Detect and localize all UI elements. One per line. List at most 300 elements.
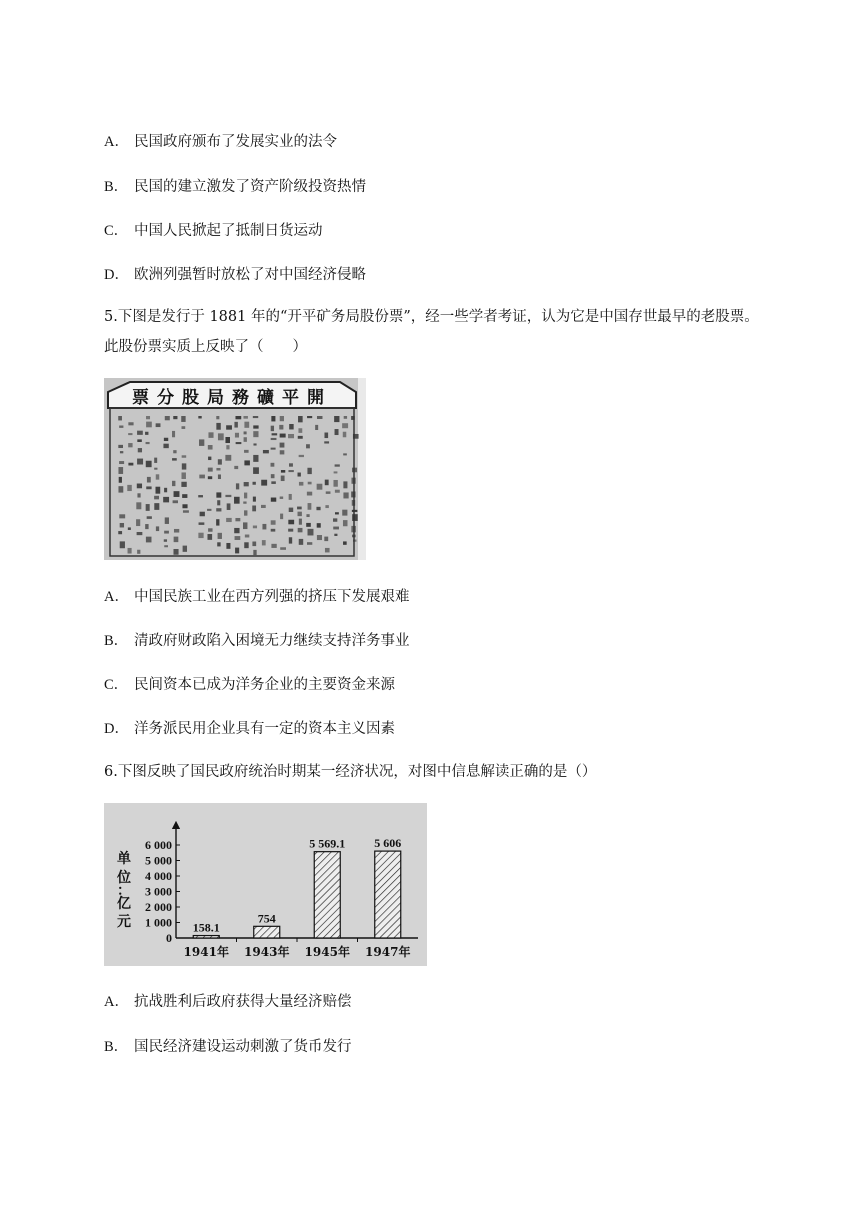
handwriting-stroke bbox=[243, 501, 246, 503]
handwriting-stroke bbox=[136, 519, 140, 526]
handwriting-stroke bbox=[342, 510, 347, 516]
handwriting-stroke bbox=[244, 542, 248, 548]
handwriting-stroke bbox=[174, 491, 180, 497]
handwriting-stroke bbox=[137, 459, 143, 465]
handwriting-stroke bbox=[173, 549, 178, 555]
handwriting-stroke bbox=[164, 531, 169, 534]
handwriting-stroke bbox=[181, 482, 186, 487]
bar bbox=[254, 926, 280, 938]
handwriting-stroke bbox=[271, 426, 274, 431]
data-label: 754 bbox=[257, 911, 276, 926]
q5-stem: 5.下图是发行于 1881 年的“开平矿务局股份票”，经一些学者考证，认为它是中国存世最早的老股票。此股份票实质上反映了（ ） bbox=[104, 309, 759, 355]
handwriting-stroke bbox=[172, 458, 177, 460]
handwriting-stroke bbox=[253, 425, 258, 428]
handwriting-stroke bbox=[335, 464, 340, 466]
handwriting-stroke bbox=[271, 448, 276, 450]
handwriting-stroke bbox=[216, 519, 219, 525]
handwriting-stroke bbox=[208, 445, 213, 450]
stock-certificate-image bbox=[104, 378, 366, 560]
handwriting-stroke bbox=[289, 494, 292, 500]
handwriting-stroke bbox=[235, 416, 241, 419]
handwriting-stroke bbox=[216, 508, 221, 511]
handwriting-stroke bbox=[120, 541, 125, 548]
option-letter: D． bbox=[104, 721, 129, 737]
q6-option-b bbox=[104, 1035, 352, 1056]
handwriting-stroke bbox=[199, 475, 205, 479]
handwriting-stroke bbox=[208, 528, 212, 531]
handwriting-stroke bbox=[119, 425, 123, 427]
handwriting-stroke bbox=[156, 487, 161, 494]
handwriting-stroke bbox=[298, 436, 303, 439]
handwriting-stroke bbox=[352, 535, 356, 538]
handwriting-stroke bbox=[217, 500, 220, 505]
handwriting-stroke bbox=[198, 495, 203, 497]
handwriting-stroke bbox=[271, 529, 276, 532]
handwriting-stroke bbox=[118, 445, 123, 448]
handwriting-stroke bbox=[334, 534, 337, 536]
handwriting-stroke bbox=[324, 441, 329, 443]
handwriting-stroke bbox=[343, 541, 347, 544]
bar bbox=[193, 936, 219, 938]
handwriting-stroke bbox=[154, 458, 157, 463]
handwriting-stroke bbox=[252, 542, 256, 547]
handwriting-stroke bbox=[164, 488, 167, 492]
handwriting-stroke bbox=[352, 500, 355, 506]
option-text: 国民经济建设运动刺激了货币发行 bbox=[134, 1039, 352, 1055]
handwriting-stroke bbox=[146, 422, 152, 428]
data-label: 158.1 bbox=[192, 920, 220, 935]
handwriting-stroke bbox=[244, 510, 247, 515]
handwriting-stroke bbox=[244, 422, 249, 428]
handwriting-stroke bbox=[173, 450, 176, 453]
handwriting-stroke bbox=[279, 425, 283, 430]
handwriting-stroke bbox=[207, 509, 211, 511]
handwriting-stroke bbox=[299, 539, 303, 545]
handwriting-stroke bbox=[226, 518, 232, 522]
q5-option-d bbox=[104, 717, 395, 738]
handwriting-stroke bbox=[244, 482, 249, 486]
handwriting-stroke bbox=[243, 416, 247, 419]
handwriting-stroke bbox=[216, 468, 220, 471]
handwriting-stroke bbox=[119, 461, 124, 464]
handwriting-stroke bbox=[343, 453, 347, 455]
handwriting-stroke bbox=[325, 548, 330, 552]
handwriting-stroke bbox=[145, 524, 148, 529]
handwriting-stroke bbox=[199, 522, 205, 524]
handwriting-stroke bbox=[164, 438, 168, 441]
y-tick-label: 2 000 bbox=[145, 900, 172, 914]
handwriting-stroke bbox=[127, 485, 131, 491]
handwriting-stroke bbox=[299, 482, 303, 486]
handwriting-stroke bbox=[235, 433, 239, 438]
handwriting-stroke bbox=[128, 443, 132, 447]
handwriting-stroke bbox=[334, 416, 339, 422]
option-letter: A． bbox=[104, 589, 129, 605]
handwriting-stroke bbox=[352, 510, 357, 512]
handwriting-stroke bbox=[174, 529, 179, 533]
handwriting-stroke bbox=[298, 416, 303, 422]
handwriting-stroke bbox=[351, 526, 356, 532]
handwriting-stroke bbox=[128, 548, 132, 554]
handwriting-stroke bbox=[315, 425, 318, 430]
handwriting-stroke bbox=[252, 505, 256, 511]
handwriting-stroke bbox=[156, 474, 160, 479]
handwriting-stroke bbox=[137, 550, 140, 554]
bar bbox=[375, 851, 401, 938]
handwriting-stroke bbox=[343, 520, 348, 526]
option-letter: B． bbox=[104, 1039, 129, 1055]
handwriting-stroke bbox=[128, 433, 132, 435]
handwriting-stroke bbox=[235, 536, 241, 540]
handwriting-stroke bbox=[173, 500, 178, 503]
handwriting-stroke bbox=[154, 496, 159, 500]
q5-option-c bbox=[104, 673, 395, 694]
handwriting-stroke bbox=[289, 463, 293, 466]
certificate-title: 票分股局務礦平開 bbox=[132, 388, 332, 408]
handwriting-stroke bbox=[325, 480, 329, 486]
handwriting-stroke bbox=[183, 546, 187, 552]
handwriting-stroke bbox=[307, 468, 311, 474]
handwriting-stroke bbox=[333, 527, 339, 530]
handwriting-stroke bbox=[147, 477, 151, 483]
handwriting-stroke bbox=[182, 504, 187, 508]
handwriting-stroke bbox=[146, 442, 150, 444]
handwriting-stroke bbox=[271, 544, 276, 548]
option-text: 中国民族工业在西方列强的挤压下发展艰难 bbox=[134, 589, 410, 605]
handwriting-stroke bbox=[146, 416, 150, 419]
handwriting-stroke bbox=[236, 483, 239, 489]
option-text: 洋务派民用企业具有一定的资本主义因素 bbox=[134, 721, 395, 737]
y-tick-label: 1 000 bbox=[145, 915, 172, 930]
handwriting-stroke bbox=[182, 463, 187, 469]
handwriting-stroke bbox=[118, 416, 122, 420]
handwriting-stroke bbox=[163, 444, 168, 448]
handwriting-stroke bbox=[308, 503, 312, 510]
handwriting-stroke bbox=[280, 547, 286, 550]
handwriting-stroke bbox=[156, 526, 159, 531]
handwriting-stroke bbox=[288, 434, 294, 438]
y-axis-label-char: ： bbox=[117, 883, 131, 899]
handwriting-stroke bbox=[307, 416, 312, 418]
y-axis-label-char: 元 bbox=[117, 914, 131, 930]
data-label: 5 606 bbox=[374, 836, 402, 851]
handwriting-stroke bbox=[147, 516, 152, 519]
handwriting-stroke bbox=[182, 494, 187, 498]
handwriting-stroke bbox=[245, 535, 249, 538]
handwriting-stroke bbox=[120, 451, 123, 453]
handwriting-stroke bbox=[280, 443, 285, 448]
option-text: 民国的建立激发了资产阶级投资热情 bbox=[134, 179, 366, 195]
handwriting-stroke bbox=[216, 423, 220, 430]
handwriting-stroke bbox=[334, 471, 338, 473]
handwriting-stroke bbox=[146, 461, 152, 467]
handwriting-stroke bbox=[298, 473, 301, 477]
handwriting-stroke bbox=[234, 528, 239, 533]
handwriting-stroke bbox=[146, 537, 152, 543]
data-label: 5 569.1 bbox=[309, 836, 346, 851]
handwriting-stroke bbox=[236, 442, 242, 444]
q6-option-a bbox=[104, 990, 352, 1011]
q4-option-a bbox=[104, 130, 337, 151]
option-letter: C． bbox=[104, 677, 129, 693]
handwriting-stroke bbox=[335, 512, 339, 514]
handwriting-stroke bbox=[262, 540, 266, 545]
handwriting-stroke bbox=[128, 527, 131, 530]
handwriting-stroke bbox=[208, 432, 213, 438]
handwriting-stroke bbox=[289, 424, 293, 429]
handwriting-stroke bbox=[118, 467, 123, 474]
handwriting-stroke bbox=[253, 526, 257, 529]
handwriting-stroke bbox=[299, 519, 302, 525]
handwriting-stroke bbox=[280, 514, 283, 520]
bar-chart-svg bbox=[104, 803, 427, 966]
handwriting-stroke bbox=[289, 537, 292, 543]
handwriting-stroke bbox=[218, 459, 222, 464]
handwriting-stroke bbox=[216, 416, 219, 419]
handwriting-stroke bbox=[154, 468, 157, 470]
handwriting-stroke bbox=[253, 550, 256, 555]
handwriting-stroke bbox=[226, 445, 229, 449]
handwriting-stroke bbox=[118, 531, 122, 534]
handwriting-stroke bbox=[271, 463, 275, 467]
handwriting-stroke bbox=[137, 431, 143, 435]
handwriting-stroke bbox=[244, 431, 247, 434]
handwriting-stroke bbox=[234, 422, 237, 428]
handwriting-stroke bbox=[335, 490, 340, 493]
handwriting-stroke bbox=[154, 503, 159, 510]
handwriting-stroke bbox=[128, 422, 133, 425]
handwriting-stroke bbox=[324, 537, 328, 542]
handwriting-stroke bbox=[218, 474, 221, 479]
handwriting-stroke bbox=[353, 434, 359, 439]
handwriting-stroke bbox=[343, 492, 348, 498]
handwriting-stroke bbox=[253, 482, 256, 485]
handwriting-stroke bbox=[173, 416, 177, 419]
option-letter: A． bbox=[104, 994, 129, 1010]
q4-option-c bbox=[104, 219, 323, 240]
handwriting-stroke bbox=[306, 523, 311, 527]
x-tick-label: 1947年 bbox=[365, 945, 411, 959]
handwriting-stroke bbox=[181, 416, 185, 422]
handwriting-stroke bbox=[297, 507, 302, 510]
handwriting-stroke bbox=[234, 466, 238, 469]
option-text: 中国人民掀起了抵制日货运动 bbox=[134, 223, 323, 239]
handwriting-stroke bbox=[308, 529, 314, 536]
handwriting-stroke bbox=[333, 518, 337, 521]
handwriting-stroke bbox=[218, 433, 224, 440]
handwriting-stroke bbox=[262, 524, 266, 530]
handwriting-stroke bbox=[200, 512, 205, 517]
handwriting-stroke bbox=[163, 497, 169, 503]
handwriting-stroke bbox=[298, 528, 303, 532]
y-tick-label: 0 bbox=[166, 931, 172, 945]
handwriting-stroke bbox=[253, 497, 256, 502]
handwriting-stroke bbox=[137, 532, 143, 535]
handwriting-stroke bbox=[351, 416, 355, 420]
handwriting-stroke bbox=[325, 505, 328, 508]
handwriting-stroke bbox=[146, 486, 151, 489]
handwriting-stroke bbox=[317, 523, 321, 528]
currency-issue-bar-chart bbox=[104, 803, 427, 966]
option-letter: B． bbox=[104, 633, 129, 649]
handwriting-stroke bbox=[244, 493, 247, 499]
handwriting-stroke bbox=[119, 514, 125, 518]
handwriting-stroke bbox=[164, 539, 167, 541]
y-axis-label-char: 单 bbox=[117, 851, 131, 867]
y-axis-label-char: 位 bbox=[117, 870, 131, 886]
handwriting-stroke bbox=[289, 508, 293, 512]
handwriting-stroke bbox=[198, 533, 203, 538]
handwriting-stroke bbox=[225, 495, 231, 497]
handwriting-stroke bbox=[306, 514, 309, 517]
handwriting-stroke bbox=[253, 467, 259, 474]
handwriting-stroke bbox=[253, 443, 256, 445]
handwriting-stroke bbox=[174, 537, 179, 543]
handwriting-stroke bbox=[261, 505, 266, 508]
handwriting-stroke bbox=[343, 481, 347, 488]
handwriting-stroke bbox=[324, 433, 328, 439]
handwriting-stroke bbox=[208, 457, 211, 460]
handwriting-stroke bbox=[271, 481, 276, 484]
handwriting-stroke bbox=[253, 431, 258, 437]
handwriting-stroke bbox=[353, 540, 356, 542]
option-text: 民间资本已成为洋务企业的主要资金来源 bbox=[134, 677, 395, 693]
handwriting-stroke bbox=[216, 492, 221, 497]
y-axis-label-char: 亿 bbox=[117, 896, 131, 912]
handwriting-stroke bbox=[225, 455, 231, 461]
handwriting-stroke bbox=[326, 491, 331, 493]
handwriting-stroke bbox=[306, 444, 310, 448]
handwriting-stroke bbox=[146, 504, 150, 511]
handwriting-stroke bbox=[316, 507, 320, 510]
handwriting-stroke bbox=[281, 476, 285, 481]
x-tick-label: 1941年 bbox=[183, 945, 229, 959]
handwriting-stroke bbox=[244, 450, 249, 453]
handwriting-stroke bbox=[235, 518, 240, 521]
handwriting-stroke bbox=[298, 428, 302, 433]
handwriting-stroke bbox=[226, 425, 232, 429]
option-letter: C． bbox=[104, 223, 129, 239]
handwriting-stroke bbox=[342, 423, 348, 428]
handwriting-stroke bbox=[288, 529, 293, 532]
option-letter: D． bbox=[104, 267, 129, 283]
handwriting-stroke bbox=[136, 502, 141, 509]
handwriting-stroke bbox=[261, 480, 267, 486]
option-text: 清政府财政陷入困境无力继续支持洋务事业 bbox=[134, 633, 410, 649]
handwriting-stroke bbox=[317, 535, 322, 540]
q5-option-b bbox=[104, 629, 410, 650]
handwriting-stroke bbox=[271, 416, 275, 421]
handwriting-stroke bbox=[333, 480, 337, 487]
handwriting-stroke bbox=[263, 450, 269, 453]
handwriting-stroke bbox=[271, 438, 277, 440]
handwriting-stroke bbox=[244, 460, 249, 465]
q5-option-a bbox=[104, 585, 410, 606]
handwriting-stroke bbox=[182, 426, 186, 429]
handwriting-stroke bbox=[351, 491, 355, 497]
handwriting-stroke bbox=[343, 432, 347, 438]
handwriting-stroke bbox=[137, 484, 142, 489]
option-letter: B． bbox=[104, 179, 129, 195]
handwriting-stroke bbox=[208, 476, 212, 479]
handwriting-stroke bbox=[137, 439, 141, 442]
x-tick-label: 1945年 bbox=[304, 945, 350, 959]
handwriting-stroke bbox=[280, 496, 283, 498]
option-text: 欧洲列强暂时放松了对中国经济侵略 bbox=[134, 267, 366, 283]
handwriting-stroke bbox=[352, 514, 358, 521]
handwriting-stroke bbox=[243, 522, 247, 529]
handwriting-stroke bbox=[165, 517, 169, 524]
option-text: 抗战胜利后政府获得大量经济赔偿 bbox=[134, 994, 352, 1010]
handwriting-stroke bbox=[172, 431, 175, 437]
handwriting-stroke bbox=[307, 542, 312, 545]
handwriting-stroke bbox=[351, 478, 355, 484]
handwriting-stroke bbox=[218, 533, 222, 539]
handwriting-stroke bbox=[164, 545, 168, 547]
handwriting-stroke bbox=[217, 542, 220, 546]
handwriting-stroke bbox=[235, 548, 239, 554]
option-text: 民国政府颁布了发展实业的法令 bbox=[134, 134, 337, 150]
handwriting-stroke bbox=[280, 450, 285, 454]
y-tick-label: 6 000 bbox=[145, 838, 172, 852]
handwriting-stroke bbox=[288, 470, 293, 472]
handwriting-stroke bbox=[138, 448, 142, 452]
handwriting-stroke bbox=[335, 429, 339, 435]
handwriting-stroke bbox=[137, 493, 140, 497]
handwriting-stroke bbox=[298, 512, 302, 516]
handwriting-stroke bbox=[253, 455, 258, 462]
bar bbox=[314, 852, 340, 938]
handwriting-stroke bbox=[118, 486, 123, 492]
handwriting-stroke bbox=[156, 423, 161, 427]
handwriting-stroke bbox=[280, 434, 286, 438]
handwriting-stroke bbox=[234, 497, 240, 504]
handwriting-stroke bbox=[226, 543, 230, 549]
handwriting-stroke bbox=[165, 416, 170, 420]
q4-option-d bbox=[104, 263, 366, 284]
handwriting-stroke bbox=[227, 503, 231, 510]
handwriting-stroke bbox=[225, 437, 230, 443]
handwriting-stroke bbox=[271, 474, 275, 478]
handwriting-stroke bbox=[344, 416, 347, 419]
handwriting-stroke bbox=[280, 416, 284, 421]
handwriting-stroke bbox=[119, 477, 122, 483]
handwriting-stroke bbox=[183, 510, 189, 512]
handwriting-stroke bbox=[308, 482, 312, 485]
handwriting-stroke bbox=[181, 472, 185, 479]
q4-option-b bbox=[104, 175, 366, 196]
handwriting-stroke bbox=[182, 455, 187, 457]
handwriting-stroke bbox=[281, 470, 285, 473]
q6-stem: 6.下图反映了国民政府统治时期某一经济状况，对图中信息解读正确的是（） bbox=[104, 764, 597, 780]
y-tick-label: 4 000 bbox=[145, 869, 172, 883]
handwriting-stroke bbox=[271, 520, 276, 524]
handwriting-stroke bbox=[208, 468, 213, 472]
handwriting-stroke bbox=[288, 520, 294, 525]
handwriting-stroke bbox=[244, 437, 247, 442]
handwriting-stroke bbox=[307, 492, 312, 496]
handwriting-stroke bbox=[172, 481, 175, 486]
handwriting-stroke bbox=[299, 455, 304, 457]
handwriting-stroke bbox=[352, 468, 357, 473]
handwriting-stroke bbox=[317, 484, 323, 490]
handwriting-stroke bbox=[253, 416, 258, 418]
handwriting-stroke bbox=[128, 463, 133, 466]
y-tick-label: 5 000 bbox=[145, 853, 172, 868]
handwriting-stroke bbox=[317, 416, 322, 419]
handwriting-stroke bbox=[271, 498, 276, 502]
handwriting-stroke bbox=[145, 432, 148, 435]
